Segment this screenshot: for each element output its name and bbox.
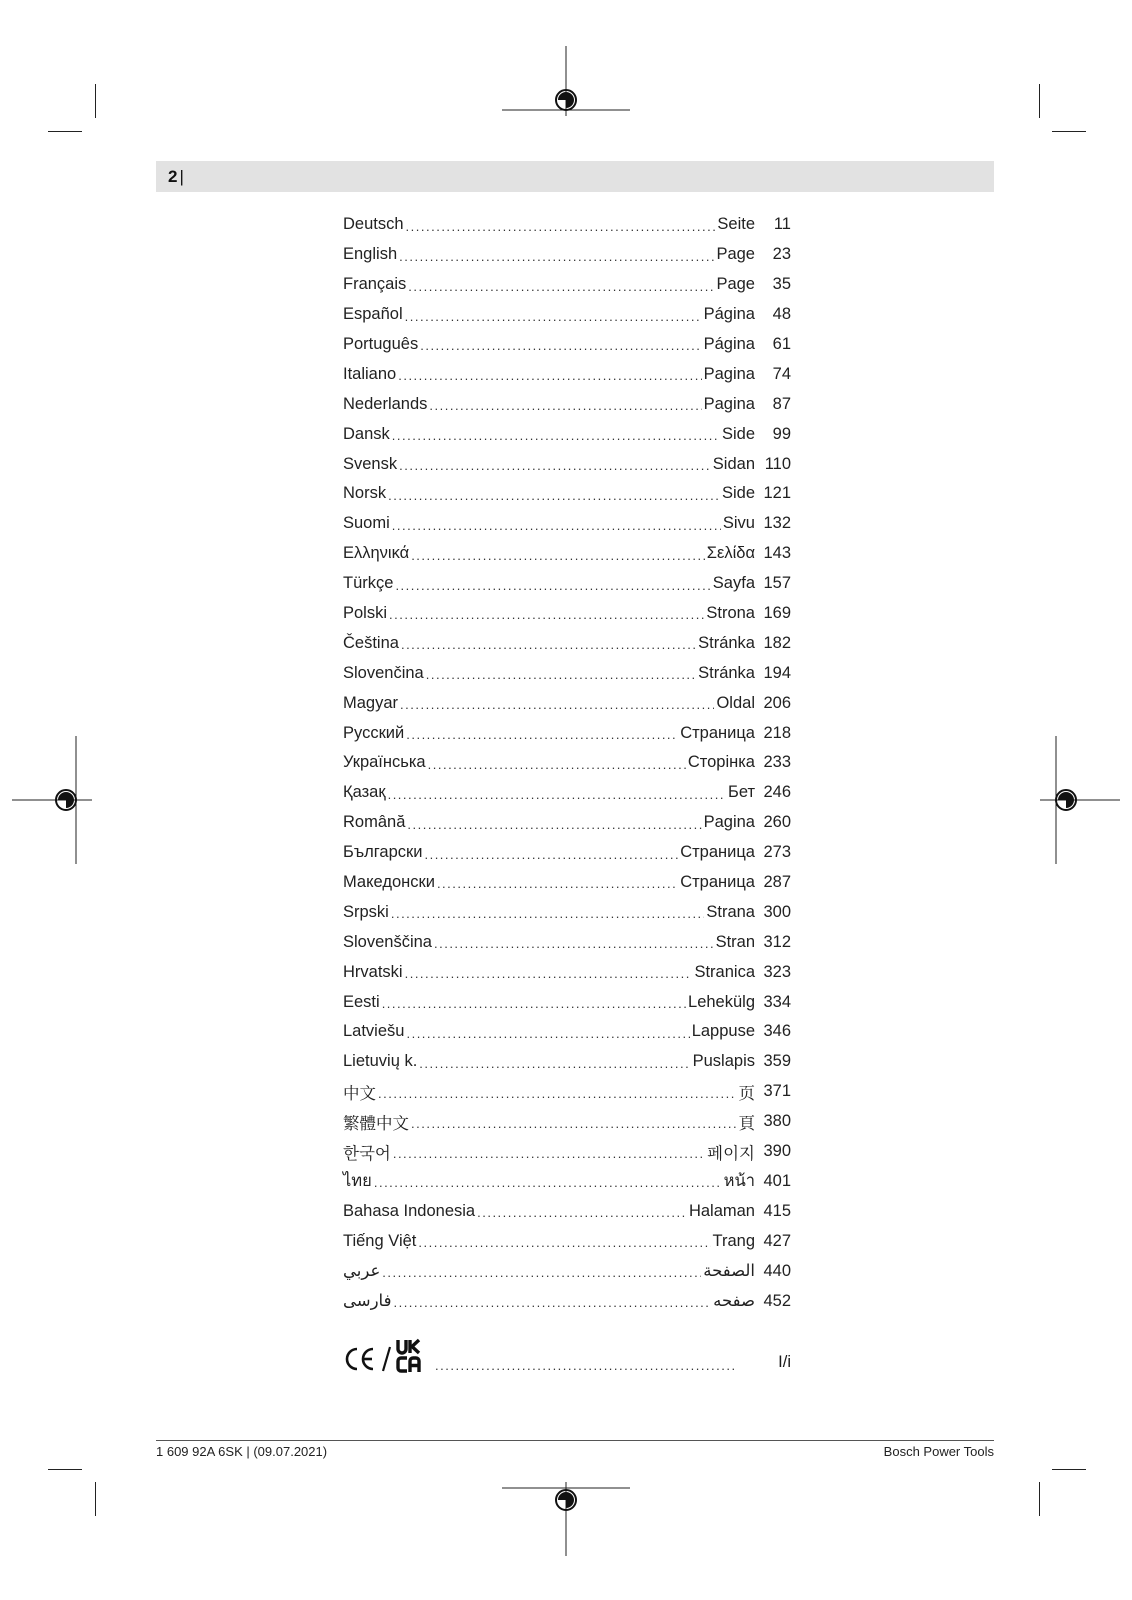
toc-page-number: 48	[772, 305, 791, 324]
toc-page-number: 23	[772, 245, 791, 264]
toc-page-number: 194	[763, 663, 791, 682]
toc-page-word: Página	[703, 305, 755, 324]
toc-row[interactable]	[343, 330, 791, 360]
crop-mark-bottom-right-h	[1052, 1469, 1086, 1470]
toc-leader-dots	[393, 1295, 711, 1316]
toc-leader-dots	[382, 996, 686, 1017]
toc-page-word: Pagina	[703, 813, 755, 832]
toc-page-word: Pagina	[703, 364, 755, 383]
toc-page-word: Sayfa	[712, 574, 755, 593]
toc-page-word: Strana	[706, 902, 755, 921]
toc-page-number: 273	[763, 843, 791, 862]
toc-language: 한국어	[343, 1144, 391, 1163]
toc-row[interactable]	[343, 210, 791, 240]
toc-row[interactable]	[343, 748, 791, 778]
toc-leader-dots	[393, 1146, 705, 1167]
toc-row[interactable]	[343, 688, 791, 718]
toc-page-number: 157	[763, 574, 791, 593]
toc-language: Français	[343, 275, 407, 294]
toc-page-number: 61	[772, 335, 791, 353]
toc-page-word: 페이지	[707, 1144, 755, 1163]
crop-mark-top-right-h	[1052, 131, 1086, 132]
toc-page-number: 11	[773, 215, 791, 234]
header-bar	[156, 161, 994, 192]
toc-page-word: Puslapis	[692, 1052, 755, 1071]
toc-page-word: Бет	[727, 783, 755, 802]
toc-row[interactable]	[343, 479, 791, 509]
toc-row[interactable]	[343, 658, 791, 688]
toc-leader-dots	[424, 847, 678, 868]
toc-page-word: Page	[716, 245, 755, 264]
toc-page-word: Oldal	[716, 693, 755, 712]
toc-page-word: Pagina	[703, 394, 755, 413]
footer-document-id: 1 609 92A 6SK | (09.07.2021)	[156, 1444, 328, 1459]
registration-mark-left	[12, 736, 92, 866]
toc-leader-dots	[405, 966, 693, 987]
certification-leader-dots	[435, 1358, 735, 1376]
toc-page-word: Trang	[712, 1231, 755, 1250]
toc-language: Dansk	[343, 424, 390, 443]
toc-page-word: Strona	[706, 604, 755, 623]
toc-language: Español	[343, 305, 403, 324]
toc-language: Lietuvių k.	[343, 1052, 418, 1071]
toc-page-number: 233	[763, 753, 791, 772]
ce-ukca-logo	[343, 1338, 435, 1376]
registration-mark-right	[1040, 736, 1120, 866]
toc-page-number: 452	[763, 1291, 791, 1310]
toc-language: Eesti	[343, 992, 380, 1011]
toc-page-number: 287	[763, 873, 791, 892]
crop-mark-bottom-left-v	[95, 1482, 96, 1516]
toc-page-number: 440	[763, 1261, 791, 1280]
toc-row[interactable]	[343, 628, 791, 658]
toc-row[interactable]	[343, 240, 791, 270]
toc-language: Ελληνικά	[343, 544, 410, 563]
toc-leader-dots	[418, 1235, 710, 1256]
toc-language: Română	[343, 813, 406, 832]
toc-row[interactable]	[343, 1167, 791, 1197]
toc-page-number: 401	[763, 1171, 791, 1190]
toc-row[interactable]	[343, 718, 791, 748]
toc-row[interactable]	[343, 359, 791, 389]
toc-leader-dots	[388, 488, 720, 509]
toc-language: Português	[343, 335, 419, 353]
toc-page-number: 87	[772, 394, 791, 413]
toc-language: Čeština	[343, 633, 399, 652]
toc-row[interactable]	[343, 987, 791, 1017]
toc-page-word: Side	[721, 424, 755, 443]
toc-language: Русский	[343, 723, 405, 742]
toc-page-number: 260	[763, 813, 791, 832]
toc-language: Slovenčina	[343, 663, 424, 682]
toc-row[interactable]	[343, 1286, 791, 1316]
toc-page-word: Lappuse	[691, 1022, 755, 1041]
toc-leader-dots	[392, 428, 720, 449]
toc-row[interactable]	[343, 778, 791, 808]
toc-language: Suomi	[343, 514, 390, 533]
toc-page-number: 427	[763, 1231, 791, 1250]
toc-page-word: Stranica	[694, 962, 755, 981]
toc-page-word: Side	[721, 484, 755, 503]
toc-language: Български	[343, 843, 423, 862]
toc-row[interactable]	[343, 1256, 791, 1286]
toc-page-number: 110	[764, 454, 791, 473]
toc-row[interactable]	[343, 1017, 791, 1047]
toc-row[interactable]	[343, 449, 791, 479]
toc-page-number: 300	[763, 902, 791, 921]
toc-page-word: Página	[703, 335, 755, 353]
toc-language: عربي	[343, 1262, 381, 1281]
toc-leader-dots	[428, 757, 686, 778]
toc-language: Italiano	[343, 364, 397, 383]
toc-page-word: หน้า	[723, 1172, 755, 1191]
toc-leader-dots	[388, 787, 726, 808]
toc-page-number: 218	[763, 723, 791, 742]
toc-page-number: 182	[763, 633, 791, 652]
toc-language: Українська	[343, 753, 426, 772]
toc-page-word: Stránka	[698, 663, 755, 682]
toc-page-number: 380	[763, 1112, 791, 1131]
toc-language: Türkçe	[343, 574, 394, 593]
toc-leader-dots	[437, 876, 678, 897]
toc-leader-dots	[389, 607, 704, 628]
toc-leader-dots	[401, 637, 696, 658]
toc-language: Slovenščina	[343, 932, 432, 951]
toc-leader-dots	[408, 279, 714, 300]
registration-mark-top	[502, 46, 632, 116]
toc-page-number: 371	[763, 1082, 791, 1101]
toc-language: Latviešu	[343, 1022, 405, 1041]
toc-language: Tiếng Việt	[343, 1231, 417, 1250]
toc-page-number: 35	[772, 275, 791, 294]
toc-language: Norsk	[343, 484, 387, 503]
toc-row[interactable]	[343, 868, 791, 898]
toc-leader-dots	[477, 1205, 687, 1226]
toc-language: English	[343, 245, 398, 264]
footer-rule	[156, 1440, 994, 1441]
toc-leader-dots	[395, 578, 710, 599]
toc-page-word: صفحه	[713, 1292, 755, 1310]
toc-language: ไทย	[343, 1172, 372, 1191]
toc-language: Magyar	[343, 693, 399, 712]
toc-row[interactable]	[343, 389, 791, 419]
toc-page-number: 121	[763, 484, 791, 503]
toc-page-number: 359	[763, 1052, 791, 1071]
toc-page-word: Halaman	[688, 1201, 755, 1220]
toc-leader-dots	[419, 1056, 690, 1077]
toc-leader-dots	[382, 1265, 701, 1286]
toc-page-number: 323	[763, 962, 791, 981]
toc-leader-dots	[374, 1175, 722, 1196]
toc-page-number: 132	[763, 514, 791, 533]
toc-page-number: 346	[763, 1022, 791, 1041]
toc-leader-dots	[398, 368, 701, 389]
crop-mark-bottom-left-h	[48, 1469, 82, 1470]
toc-leader-dots	[391, 906, 705, 927]
certification-row[interactable]	[343, 1336, 791, 1376]
toc-leader-dots	[407, 817, 701, 838]
toc-language: 繁體中文	[343, 1114, 409, 1133]
toc-page-word: Сторінка	[687, 753, 755, 772]
toc-language: 中文	[343, 1084, 376, 1103]
toc-page-word: 页	[738, 1084, 755, 1103]
toc-language: Hrvatski	[343, 962, 403, 981]
toc-page-number: 246	[763, 783, 791, 802]
toc-leader-dots	[399, 249, 714, 270]
toc-page-word: 頁	[738, 1114, 755, 1133]
table-of-contents	[343, 210, 791, 1316]
toc-language: Македонски	[343, 873, 435, 892]
page-number-separator: |	[179, 167, 184, 186]
toc-leader-dots	[405, 309, 702, 330]
crop-mark-bottom-right-v	[1039, 1482, 1040, 1516]
toc-row[interactable]	[343, 599, 791, 629]
toc-language: Қазақ	[343, 783, 386, 802]
toc-page-number: 312	[763, 932, 791, 951]
toc-row[interactable]	[343, 1196, 791, 1226]
toc-page-word: Σελίδα	[706, 544, 755, 563]
toc-row[interactable]	[343, 270, 791, 300]
toc-row[interactable]	[343, 838, 791, 868]
toc-leader-dots	[429, 398, 701, 419]
toc-row[interactable]	[343, 1047, 791, 1077]
toc-page-word: Stran	[715, 932, 755, 951]
toc-page-number: 74	[772, 364, 791, 383]
toc-page-number: 390	[763, 1142, 791, 1161]
toc-row[interactable]	[343, 1137, 791, 1167]
toc-leader-dots	[406, 727, 678, 748]
toc-row[interactable]	[343, 808, 791, 838]
crop-mark-top-left-h	[48, 131, 82, 132]
toc-page-number: 169	[763, 604, 791, 623]
toc-row[interactable]	[343, 300, 791, 330]
toc-row[interactable]	[343, 509, 791, 539]
toc-leader-dots	[378, 1086, 737, 1107]
registration-mark-bottom	[502, 1482, 632, 1556]
toc-row[interactable]	[343, 1107, 791, 1137]
toc-page-number: 415	[763, 1201, 791, 1220]
page-number-value: 2	[168, 167, 178, 186]
toc-leader-dots	[411, 1116, 737, 1137]
toc-row[interactable]	[343, 419, 791, 449]
toc-leader-dots	[434, 936, 714, 957]
toc-leader-dots	[399, 458, 711, 479]
toc-leader-dots	[406, 219, 716, 240]
toc-row[interactable]	[343, 1077, 791, 1107]
toc-row[interactable]	[343, 957, 791, 987]
toc-row[interactable]	[343, 927, 791, 957]
toc-page-word: الصفحة	[703, 1262, 755, 1281]
toc-language: فارسی	[343, 1292, 392, 1310]
page-number	[168, 167, 184, 187]
toc-leader-dots	[400, 697, 714, 718]
toc-page-number: 99	[772, 424, 791, 443]
toc-page-word: Page	[716, 275, 755, 294]
toc-language: Svensk	[343, 454, 398, 473]
toc-page-word: Страница	[680, 873, 755, 892]
crop-mark-top-right-v	[1039, 84, 1040, 118]
toc-page-word: Страница	[680, 843, 755, 862]
toc-page-word: Lehekülg	[688, 992, 755, 1011]
toc-language: Polski	[343, 604, 388, 623]
toc-row[interactable]	[343, 1226, 791, 1256]
footer-brand: Bosch Power Tools	[883, 1444, 994, 1459]
toc-page-number: 143	[763, 544, 791, 563]
toc-language: Nederlands	[343, 394, 428, 413]
toc-page-word: Stránka	[698, 633, 755, 652]
toc-language: Srpski	[343, 902, 389, 921]
toc-page-word: Seite	[717, 215, 755, 234]
toc-page-word: Sidan	[712, 454, 755, 473]
toc-leader-dots	[420, 338, 701, 359]
certification-page-number: I/i	[778, 1353, 791, 1371]
toc-leader-dots	[426, 667, 696, 688]
toc-leader-dots	[411, 548, 705, 569]
toc-row[interactable]	[343, 569, 791, 599]
toc-page-word: Sivu	[722, 514, 755, 533]
toc-page-number: 334	[763, 992, 791, 1011]
toc-language: Deutsch	[343, 215, 404, 234]
toc-page-word: Страница	[680, 723, 755, 742]
toc-leader-dots	[392, 518, 721, 539]
crop-mark-top-left-v	[95, 84, 96, 118]
toc-page-number: 206	[763, 693, 791, 712]
toc-leader-dots	[406, 1026, 689, 1047]
toc-row[interactable]	[343, 897, 791, 927]
toc-row[interactable]	[343, 539, 791, 569]
toc-language: Bahasa Indonesia	[343, 1201, 476, 1220]
